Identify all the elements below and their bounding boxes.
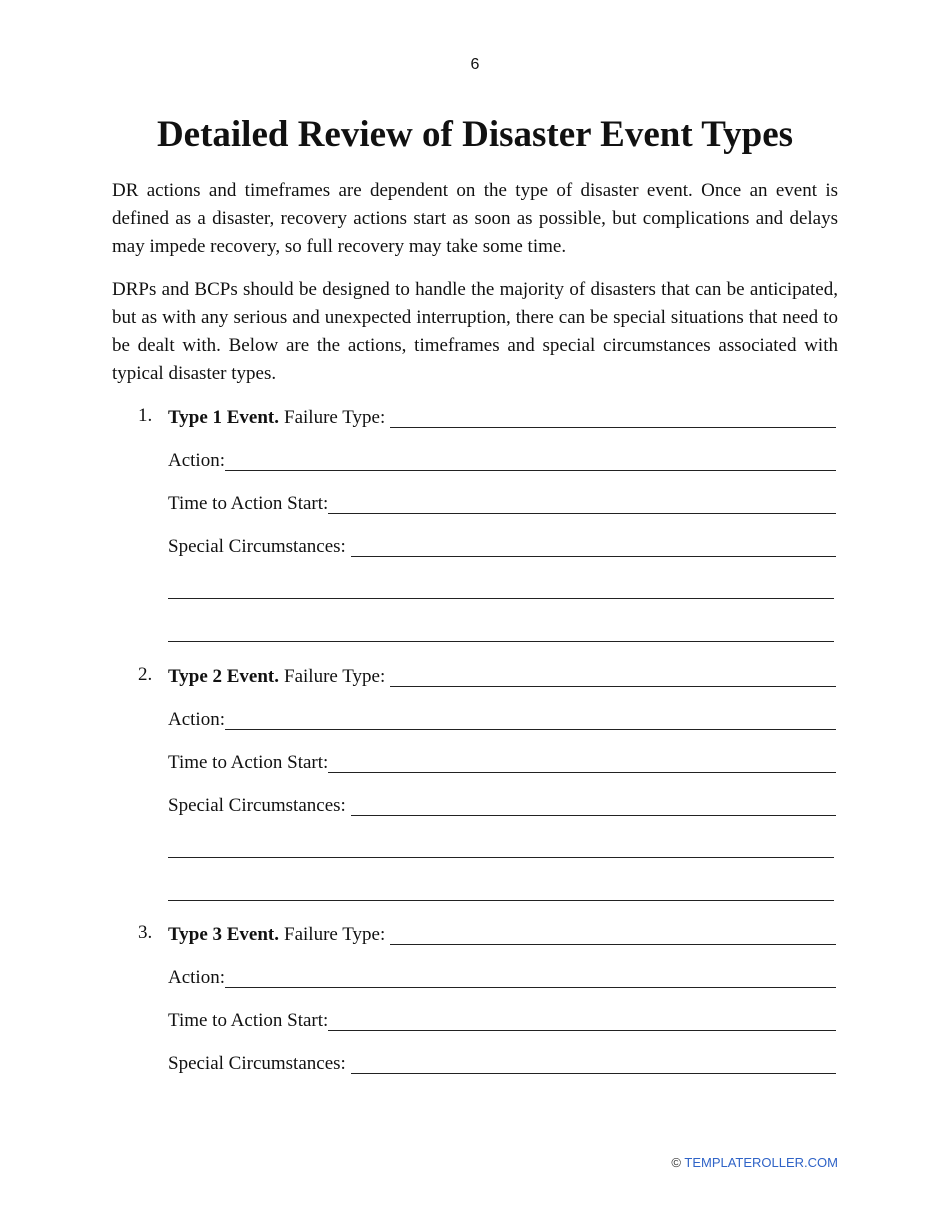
event-1-time-row: [168, 490, 836, 516]
footer: [671, 1155, 838, 1170]
event-3-action-label: Action:: [168, 967, 225, 988]
intro-paragraph-1: DR actions and timeframes are dependent on the type of disaster event. Once an event is defined as a disaster, recovery actions start as soon as possible, but complications and delays may impede recovery, so full recovery may take some time.: [112, 180, 838, 257]
event-1-special-field[interactable]: [351, 536, 836, 557]
event-3-time-row: [168, 1007, 836, 1033]
templateroller-link[interactable]: TEMPLATEROLLER.COM: [684, 1155, 838, 1170]
event-3-action-field[interactable]: [225, 967, 836, 988]
event-1-time-field[interactable]: [328, 493, 836, 514]
event-2-time-label: Time to Action Start:: [168, 752, 329, 773]
event-3-failure-label: Failure Type:: [284, 924, 386, 945]
event-2-time-row: [168, 749, 836, 775]
event-1-action-row: [168, 447, 836, 473]
event-3-number: 3.: [138, 922, 153, 943]
event-2-action-label: Action:: [168, 709, 225, 730]
event-2-special-extra-line-2[interactable]: [168, 900, 834, 901]
event-2-time-field[interactable]: [328, 752, 836, 773]
event-1-action-label: Action:: [168, 450, 225, 471]
event-3-action-row: [168, 964, 836, 990]
event-3-failure-row: [168, 921, 836, 947]
event-1-failure-label: Failure Type:: [284, 407, 386, 428]
event-1-title: Type 1 Event.: [168, 407, 280, 428]
event-3-title: Type 3 Event.: [168, 924, 280, 945]
event-2-failure-label: Failure Type:: [284, 666, 386, 687]
event-3-special-row: [168, 1050, 836, 1076]
event-1-failure-field[interactable]: [390, 407, 836, 428]
event-2-action-row: [168, 706, 836, 732]
event-1-special-row: [168, 533, 836, 559]
intro-paragraph-2: DRPs and BCPs should be designed to handle the majority of disasters that can be anticipated, but as with any serious and unexpected interruption, there can be special situations that need to be dealt with. Below are the actions, timeframes and special circumstances associated with typical disaster types.: [112, 279, 838, 384]
event-2-special-extra-line-1[interactable]: [168, 857, 834, 858]
event-3-time-label: Time to Action Start:: [168, 1010, 329, 1031]
event-2-number: 2.: [138, 664, 153, 685]
copyright-symbol: ©: [671, 1155, 681, 1170]
event-1-number: 1.: [138, 405, 153, 426]
event-2-action-field[interactable]: [225, 709, 836, 730]
event-1-failure-row: [168, 404, 836, 430]
event-3-time-field[interactable]: [328, 1010, 836, 1031]
event-1-special-label: Special Circumstances:: [168, 536, 346, 557]
event-2-failure-field[interactable]: [390, 666, 836, 687]
event-2-failure-row: [168, 663, 836, 689]
event-2-special-row: [168, 792, 836, 818]
page-number: 6: [470, 56, 480, 73]
event-2-special-label: Special Circumstances:: [168, 795, 346, 816]
event-2-title: Type 2 Event.: [168, 666, 280, 687]
page-title: Detailed Review of Disaster Event Types: [156, 114, 794, 155]
event-3-special-label: Special Circumstances:: [168, 1053, 346, 1074]
event-3-failure-field[interactable]: [390, 924, 836, 945]
event-3-special-field[interactable]: [351, 1053, 836, 1074]
event-2-special-field[interactable]: [351, 795, 836, 816]
event-1-time-label: Time to Action Start:: [168, 493, 329, 514]
event-1-action-field[interactable]: [225, 450, 836, 471]
event-1-special-extra-line-1[interactable]: [168, 598, 834, 599]
event-1-special-extra-line-2[interactable]: [168, 641, 834, 642]
